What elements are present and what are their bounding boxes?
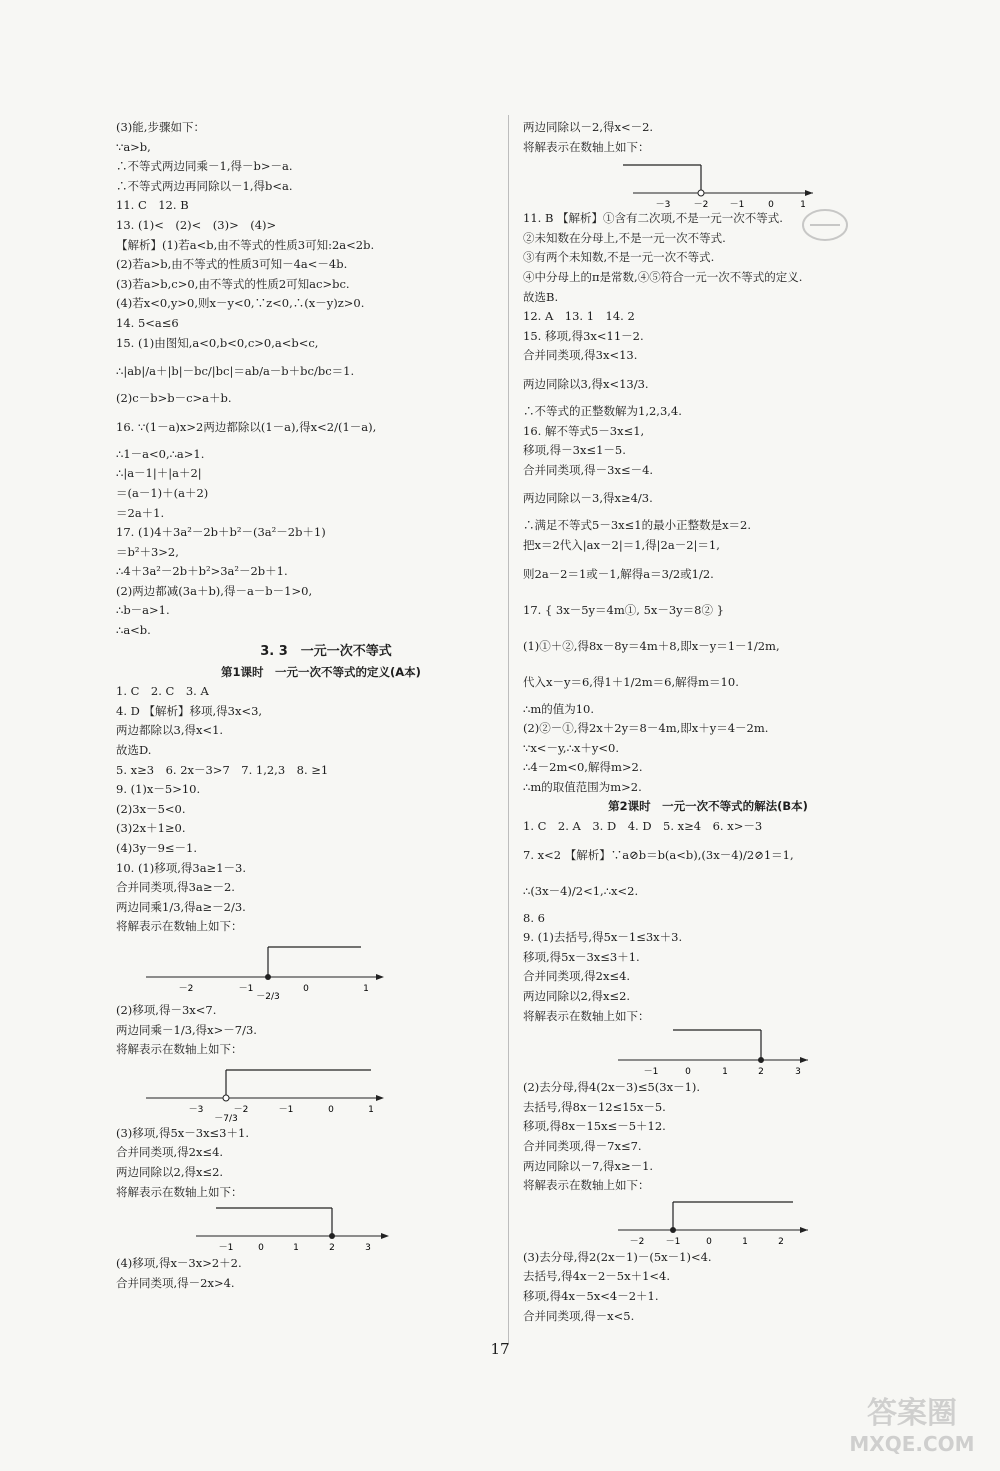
text-line: 将解表示在数轴上如下：	[523, 1008, 650, 1023]
text-line: (2)若a>b,由不等式的性质3可知－4a<－4b.	[116, 257, 348, 272]
tick-label: －1	[729, 200, 745, 211]
text-line: 14. 5<a≤6	[116, 315, 179, 330]
text-line: ∴b－a>1.	[116, 603, 170, 618]
tick-label: 1	[363, 983, 369, 994]
text-line: ∴1－a<0,∴a>1.	[116, 446, 205, 461]
text-line: 将解表示在数轴上如下：	[116, 919, 243, 934]
text-line: ∴m的值为10.	[523, 701, 595, 716]
text-line: ∴a<b.	[116, 623, 151, 638]
text-line: (3)能,步骤如下：	[116, 120, 205, 134]
text-line: ∴不等式两边再同除以－1,得b<a.	[116, 178, 293, 193]
number-line-5	[523, 1026, 803, 1078]
text-line: 4. D 【解析】移项,得3x<3,	[116, 703, 263, 718]
text-line: 16. 解不等式5－3x≤1,	[523, 423, 645, 438]
text-line: ∴4＋3a²－2b＋b²>3a²－2b＋1.	[116, 564, 288, 579]
text-line: ④中分母上的π是常数,④⑤符合一元一次不等式的定义.	[523, 269, 803, 284]
text-line: 移项,得－3x≤1－5.	[523, 443, 626, 458]
text-line: ∵x<－y,∴x＋y<0.	[523, 740, 619, 755]
text-line: 8. 6	[523, 910, 545, 925]
column-divider	[508, 115, 509, 1345]
text-line: 将解表示在数轴上如下：	[116, 1042, 243, 1057]
text-line: 两边同乘1/3,得a≥－2/3.	[116, 899, 246, 914]
tick-label: 0	[685, 1067, 691, 1078]
text-line: 合并同类项,得－3x≤－4.	[523, 462, 654, 477]
tick-label: 3	[795, 1067, 801, 1078]
text-line: 11. B 【解析】①含有二次项,不是一元一次不等式.	[523, 211, 783, 226]
text-line: 1. C 2. A 3. D 4. D 5. x≥4 6. x>－3	[523, 819, 763, 834]
text-line: 合并同类项,得2x≤4.	[523, 969, 631, 984]
text-line: 9. (1)x－5>10.	[116, 782, 201, 797]
text-line: (3)移项,得5x－3x≤3＋1.	[116, 1125, 249, 1140]
tick-label: 3	[365, 1243, 371, 1254]
text-line: 15. (1)由图知,a<0,b<0,c>0,a<b<c,	[116, 335, 319, 350]
tick-label: －3	[655, 200, 671, 211]
tick-label: －2/3	[256, 991, 280, 1002]
text-line: 合并同类项,得－7x≤7.	[523, 1139, 642, 1153]
equation-line: ∴(3x－4)/2<1,∴x<2.	[523, 883, 639, 898]
text-line: 两边同除以－2,得x<－2.	[523, 120, 654, 134]
text-line: 故选D.	[116, 743, 152, 758]
text-line: (2)c－b>b－c>a＋b.	[116, 391, 232, 406]
tick-label: 2	[758, 1067, 764, 1078]
text-line: ＝2a＋1.	[116, 505, 165, 520]
watermark-line2: MXQE.COM	[849, 1432, 975, 1456]
text-line: ∴|a－1|＋|a＋2|	[116, 466, 202, 481]
tick-label: 1	[800, 200, 806, 211]
number-line-2	[116, 1060, 396, 1124]
text-line: ∴不等式两边同乘－1,得－b>－a.	[116, 159, 293, 174]
text-line: 将解表示在数轴上如下：	[523, 1178, 650, 1193]
tick-label: 1	[742, 1236, 748, 1247]
text-line: 把x＝2代入|ax－2|＝1,得|2a－2|＝1,	[523, 537, 720, 552]
text-line: (2)去分母,得4(2x－3)≤5(3x－1).	[523, 1080, 701, 1095]
tick-label: 0	[768, 200, 774, 211]
text-line: 合并同类项,得－2x>4.	[116, 1275, 235, 1290]
tick-label: －2	[178, 983, 194, 994]
tick-label: 2	[329, 1243, 335, 1254]
text-line: (2)②－①,得2x＋2y＝8－4m,即x＋y＝4－2m.	[523, 721, 769, 736]
text-line: 去括号,得4x－2－5x＋1<4.	[523, 1269, 671, 1284]
tick-label: －1	[278, 1104, 294, 1115]
text-line: (4)若x<0,y>0,则x－y<0,∵z<0,∴(x－y)z>0.	[116, 296, 365, 311]
tick-label: 0	[303, 983, 309, 994]
equation-line: ∴|ab|/a＋|b|－bc/|bc|＝ab/a－b＋bc/bc＝1.	[116, 364, 355, 379]
tick-label: －1	[218, 1243, 234, 1254]
equation-line: 17. { 3x－5y＝4m①, 5x－3y＝8② }	[523, 602, 724, 617]
text-line: (3)去分母,得2(2x－1)－(5x－1)<4.	[523, 1249, 712, 1264]
tick-label: －3	[188, 1104, 204, 1115]
lesson-title: 第1课时 一元一次不等式的定义(A本)	[221, 664, 421, 679]
tick-label: 1	[722, 1067, 728, 1078]
number-line-6	[523, 1196, 803, 1248]
watermark-line1: 答案圈	[867, 1396, 957, 1431]
text-line: ∵a>b,	[116, 139, 151, 154]
text-line: 17. (1)4＋3a²－2b＋b²－(3a²－2b＋1)	[116, 525, 326, 540]
tick-label: 0	[706, 1236, 712, 1247]
text-line: 12. A 13. 1 14. 2	[523, 309, 635, 324]
number-line-1	[116, 937, 396, 1001]
text-line: ∴满足不等式5－3x≤1的最小正整数是x＝2.	[523, 518, 752, 533]
text-line: 两边同除以－7,得x≥－1.	[523, 1158, 654, 1173]
text-line: ＝b²＋3>2,	[116, 544, 179, 559]
tick-label: 2	[778, 1236, 784, 1247]
text-line: 【解析】(1)若a<b,由不等式的性质3可知:2a<2b.	[116, 237, 375, 252]
equation-line: 则2a－2＝1或－1,解得a＝3/2或1/2.	[523, 566, 714, 581]
text-line: ∴m的取值范围为m>2.	[523, 779, 642, 794]
text-line: 两边同除以2,得x≤2.	[116, 1164, 224, 1179]
text-line: 故选B.	[523, 289, 559, 304]
text-line: 去括号,得8x－12≤15x－5.	[523, 1099, 666, 1114]
text-line: 合并同类项,得2x≤4.	[116, 1145, 224, 1160]
text-line: 移项,得5x－3x≤3＋1.	[523, 949, 640, 964]
text-line: 11. C 12. B	[116, 198, 189, 213]
text-line: (4)3y－9≤－1.	[116, 841, 198, 855]
lesson-title: 第2课时 一元一次不等式的解法(B本)	[608, 799, 808, 814]
tick-label: 0	[328, 1104, 334, 1115]
text-line: 9. (1)去括号,得5x－1≤3x＋3.	[523, 930, 683, 945]
tick-label: －2	[233, 1104, 249, 1115]
text-line: 15. 移项,得3x<11－2.	[523, 328, 644, 343]
number-line-4	[523, 157, 806, 211]
tick-label: －1	[643, 1067, 659, 1078]
equation-line: (1)①＋②,得8x－8y＝4m＋8,即x－y＝1－1/2m,	[523, 638, 780, 653]
text-line: (2)移项,得－3x<7.	[116, 1002, 217, 1017]
text-line: ∴不等式的正整数解为1,2,3,4.	[523, 403, 682, 418]
left-column	[116, 118, 496, 1293]
text-line: 10. (1)移项,得3a≥1－3.	[116, 860, 246, 875]
equation-line: 两边同除以－3,得x≥4/3.	[523, 491, 653, 506]
text-line: 移项,得8x－15x≤－5＋12.	[523, 1119, 666, 1134]
equation-line: 代入x－y＝6,得1＋1/2m＝6,解得m＝10.	[523, 674, 739, 689]
text-line: 合并同类项,得3x<13.	[523, 348, 638, 363]
text-line: (3)2x＋1≥0.	[116, 821, 186, 836]
text-line: 两边同乘－1/3,得x>－7/3.	[116, 1022, 257, 1037]
tick-label: －2	[693, 200, 709, 211]
text-line: ＝(a－1)＋(a＋2)	[116, 485, 209, 500]
tick-label: －1	[665, 1236, 681, 1247]
text-line: ②未知数在分母上,不是一元一次不等式.	[523, 230, 726, 245]
text-line: (4)移项,得x－3x>2＋2.	[116, 1256, 242, 1271]
faded-stamp-icon	[800, 205, 850, 245]
page-number: 17	[490, 1340, 510, 1358]
text-line: 5. x≥3 6. 2x－3>7 7. 1,2,3 8. ≥1	[116, 762, 329, 777]
number-line-3	[116, 1202, 396, 1254]
text-line: (2)两边都减(3a＋b),得－a－b－1>0,	[116, 583, 313, 598]
equation-line: 16. ∵(1－a)x>2两边都除以(1－a),得x<2/(1－a),	[116, 419, 377, 434]
tick-label: －7/3	[214, 1113, 238, 1124]
tick-label: －1	[238, 983, 254, 994]
section-title: 3. 3 一元一次不等式	[260, 643, 392, 659]
text-line: 合并同类项,得3a≥－2.	[116, 880, 235, 895]
text-line: 将解表示在数轴上如下：	[523, 139, 650, 154]
text-line: 合并同类项,得－x<5.	[523, 1308, 635, 1323]
tick-label: 1	[368, 1104, 374, 1115]
text-line: 两边同除以2,得x≤2.	[523, 989, 631, 1004]
text-line: (3)若a>b,c>0,由不等式的性质2可知ac>bc.	[116, 276, 350, 291]
right-column	[523, 118, 863, 1326]
text-line: 移项,得4x－5x<4－2＋1.	[523, 1288, 659, 1303]
tick-label: 1	[293, 1243, 299, 1254]
text-line: 1. C 2. C 3. A	[116, 684, 209, 699]
equation-line: 两边同除以3,得x<13/3.	[523, 376, 649, 391]
text-line: ∴4－2m<0,解得m>2.	[523, 760, 643, 775]
text-line: (2)3x－5<0.	[116, 801, 186, 816]
text-line: 13. (1)< (2)< (3)> (4)>	[116, 217, 277, 232]
watermark-logo	[842, 1389, 982, 1461]
tick-label: 0	[258, 1243, 264, 1254]
tick-label: －2	[629, 1236, 645, 1247]
equation-line: 7. x<2 【解析】∵a⊘b＝b(a<b),(3x－4)/2⊘1＝1,	[523, 847, 794, 862]
text-line: ③有两个未知数,不是一元一次不等式.	[523, 250, 715, 265]
text-line: 两边都除以3,得x<1.	[116, 723, 224, 738]
text-line: 将解表示在数轴上如下：	[116, 1184, 243, 1199]
